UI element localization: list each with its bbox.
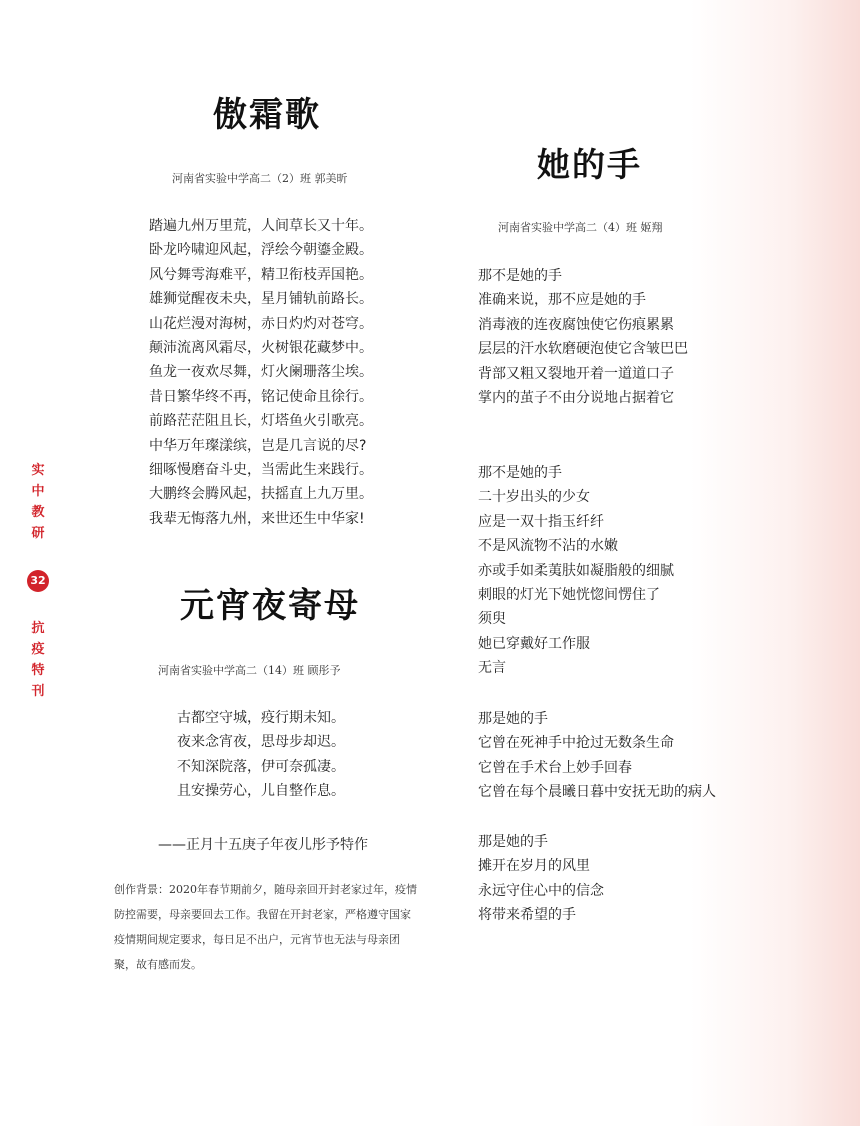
poem-line: 那是她的手 xyxy=(478,834,548,850)
side-char: 研 xyxy=(31,526,45,541)
poem-line: 那不是她的手 xyxy=(478,465,562,481)
poem3-stanza3 xyxy=(478,707,716,805)
poem-line: 不知深院落，伊可奈孤凄。 xyxy=(177,758,345,775)
poem1-byline: 河南省实验中学高二（2）班 郭美昕 xyxy=(172,172,348,185)
poem3-stanza4 xyxy=(478,830,604,928)
poem-line: 雄狮觉醒夜未央，星月铺轨前路长。 xyxy=(149,291,373,308)
side-char: 刊 xyxy=(31,684,45,699)
poem-line: 大鹏终会腾风起，扶摇直上九万里。 xyxy=(149,486,373,503)
poem-line: 它曾在死神手中抢过无数条生命 xyxy=(478,735,674,752)
side-char: 实 xyxy=(31,463,45,478)
poem-line: 摊开在岁月的风里 xyxy=(478,858,590,875)
poem2-byline: 河南省实验中学高二（14）班 顾彤予 xyxy=(158,664,341,677)
poem2-signature: ——正月十五庚子年夜儿彤予特作 xyxy=(158,837,368,853)
poem-line: 层层的汗水软磨硬泡使它含皱巴巴 xyxy=(478,341,688,358)
poem-line: 刺眼的灯光下她恍惚间愣住了 xyxy=(478,587,660,604)
poem-line: 踏遍九州万里荒，人间草长又十年。 xyxy=(149,218,373,234)
poem-line: 卧龙吟啸迎风起，浮绘今朝鎏金殿。 xyxy=(149,242,373,259)
poem-line: 山花烂漫对海树，赤日灼灼对苍穹。 xyxy=(149,315,373,332)
poem-line: 且安操劳心，儿自整作息。 xyxy=(177,783,345,800)
poem1-title: 傲霜歌 xyxy=(213,95,321,135)
poem-line: 永远守住心中的信念 xyxy=(478,882,604,899)
poem2-title: 元宵夜寄母 xyxy=(180,586,360,626)
poem-line: 鱼龙一夜欢尽舞，灯火阑珊落尘埃。 xyxy=(149,364,373,381)
poem-line: 应是一双十指玉纤纤 xyxy=(478,513,604,530)
poem-line: 她已穿戴好工作服 xyxy=(478,635,590,652)
poem-line: 风兮舞雩海难平，精卫衔枝弄国艳。 xyxy=(149,266,373,283)
poem-line: 那是她的手 xyxy=(478,711,548,727)
poem-line: 它曾在每个晨曦日暮中安抚无助的病人 xyxy=(478,784,716,801)
poem-line: 它曾在手术台上妙手回春 xyxy=(478,759,632,776)
poem-line: 细啄慢磨奋斗史，当需此生来践行。 xyxy=(149,462,373,479)
side-char: 抗 xyxy=(31,621,45,636)
poem-line: 夜来念宵夜，思母步却迟。 xyxy=(177,734,345,751)
poem-line: 颠沛流离风霜尽，火树银花藏梦中。 xyxy=(149,340,373,357)
side-char: 教 xyxy=(31,505,45,520)
side-label-top xyxy=(30,460,46,544)
side-char: 中 xyxy=(31,484,45,499)
poem-line: 我辈无悔落九州，来世还生中华家! xyxy=(149,510,365,527)
poem2-lines xyxy=(177,706,345,804)
poem-line: 将带来希望的手 xyxy=(478,907,576,924)
poem-line: 无言 xyxy=(478,660,506,677)
poem-line: 准确来说，那不应是她的手 xyxy=(478,292,646,309)
side-char: 特 xyxy=(31,663,45,678)
poem3-stanza1 xyxy=(478,264,688,410)
poem3-title: 她的手 xyxy=(537,145,642,184)
poem-line: 消毒液的连夜腐蚀使它伤痕累累 xyxy=(478,316,674,333)
poem-line: 二十岁出头的少女 xyxy=(478,489,590,506)
poem-line: 前路茫茫阻且长，灯塔鱼火引歌亮。 xyxy=(149,413,373,430)
poem-line: 须臾 xyxy=(478,611,506,628)
poem-line: 不是风流物不沾的水嫩 xyxy=(478,538,618,555)
poem3-stanza2 xyxy=(478,461,674,681)
side-label-bottom xyxy=(30,618,46,702)
poem-line: 掌内的茧子不由分说地占据着它 xyxy=(478,390,674,407)
poem3-byline: 河南省实验中学高二（4）班 姬翔 xyxy=(498,221,663,234)
poem2-background-note: 创作背景：2020年春节期前夕，随母亲回开封老家过年，疫情防控需要，母亲要回去工作。我留在开封老家，严格遵守国家疫情期间规定要求，每日足不出户，元宵节也无法与母亲团聚，故有感而发。 xyxy=(114,883,417,971)
poem-line: 那不是她的手 xyxy=(478,268,562,284)
page-number: 32 xyxy=(27,570,49,592)
poem-line: 亦或手如柔荑肤如凝脂般的细腻 xyxy=(478,562,674,579)
poem-line: 中华万年璨漾缤，岂是几言说的尽? xyxy=(149,437,367,454)
side-char: 疫 xyxy=(31,642,45,657)
poem-line: 背部又粗又裂地开着一道道口子 xyxy=(478,365,674,382)
poem-line: 古都空守城，疫行期未知。 xyxy=(177,710,345,726)
poem-line: 昔日繁华终不再，铭记使命且徐行。 xyxy=(149,388,373,405)
poem1-lines xyxy=(149,214,373,531)
